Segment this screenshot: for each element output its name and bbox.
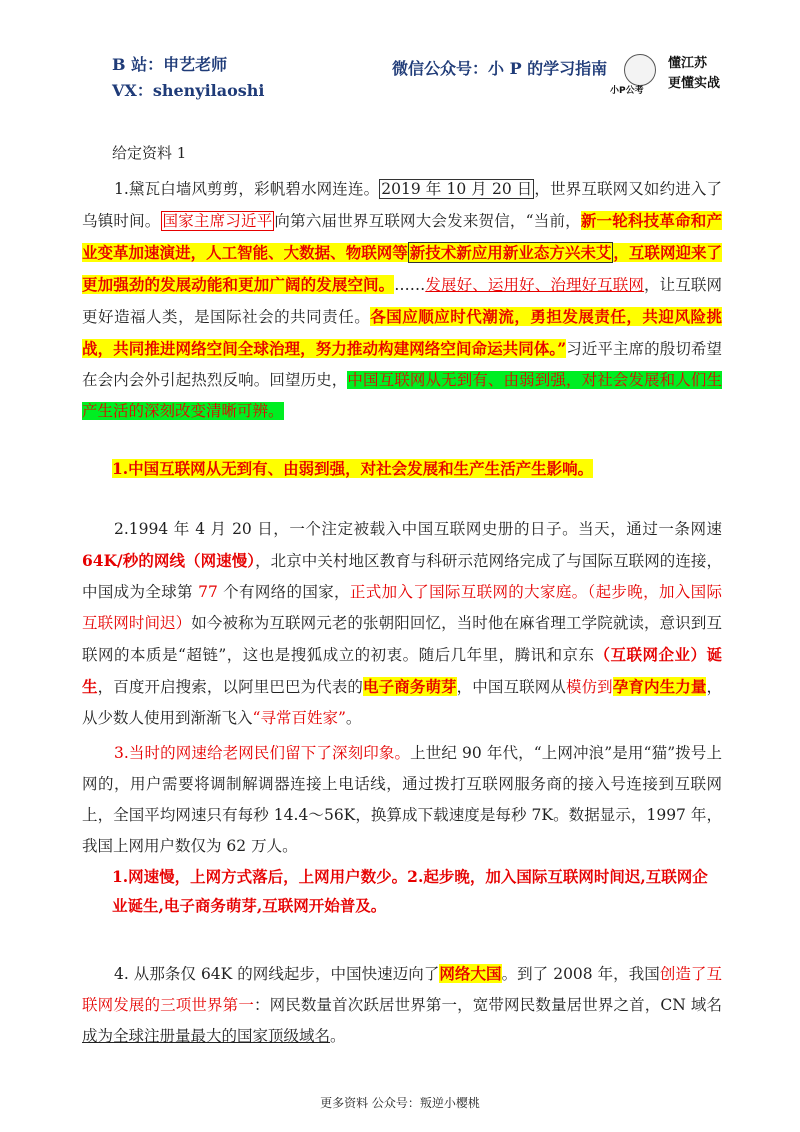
page-footer: 更多资料 公众号：叛逆小樱桃 [320, 1096, 480, 1110]
section-title: 给定资料 1 [112, 144, 187, 162]
wechat-label: 微信公众号：小 P 的学习指南 [392, 59, 608, 78]
paragraph-2: 2.1994 年 4 月 20 日，一个注定被载入中国互联网史册的日子。当天，通过一条网速 64K/秒的网线（网速慢），北京中关村地区教育与科研示范网络完成了与国际互联网的连接，中国成为全球第 77 个有网络的国家，正式加入了国际互联网的大家庭。（起步晚，加入国际互联网时间迟）如今被称为互联网元老的张朝阳回忆，当时他在麻省理工学院就读，意识到互联网的本质是“超链”，这也是搜狐成立的初衷。随后几年里，腾讯和京东（互联网企业）诞生，百度开启搜索，以阿里巴巴为代表的电子商务萌芽，中国互联网从模仿到孕育内生力量，从少数人使用到渐渐飞入“寻常百姓家”。 [82, 520, 722, 727]
header-left [112, 52, 265, 104]
paragraph-1: 1.黛瓦白墙风剪剪，彩帆碧水网连连。 2019 年 10 月 20 日 ，世界互联网又如约进入了乌镇时间。 国家主席习近平 向第六届世界互联网大会发来贺信，“当前，新一轮科技革命和产业变革加速演进，人工智能、大数据、物联网等 新技术新应用新业态方兴未艾 ，互联网迎来了更加强劲的发展动能和更加广阔的发展空间。……发展好、运用好、治理好互联网，让互联网更好造福人类，是国际社会的共同责任。各国应顺应时代潮流，勇担发展责任，共迎风险挑战，共同推进网络空间全球治理，努力推动构建网络空间命运共同体。”习近平主席的殷切希望在会内会外引起热烈反响。回望历史，中国互联网从无到有、由弱到强，对社会发展和人们生产生活的深刻改变清晰可辨。 [82, 180, 722, 420]
vx-label: VX：shenyilaoshi [112, 81, 265, 100]
bilibili-label: B 站：申艺老师 [112, 55, 228, 74]
summary-1: 1.中国互联网从无到有、由弱到强，对社会发展和生产生活产生影响。 [112, 459, 594, 478]
leader-box: 国家主席习近平 [162, 212, 273, 230]
summary-2: 1.网速慢，上网方式落后，上网用户数少。2.起步晚，加入国际互联网时间迟,互联网企业诞生,电子商务萌芽,互联网开始普及。 [112, 867, 708, 915]
date-box: 2019 年 10 月 20 日 [381, 180, 533, 198]
logo-emblem-icon [624, 54, 656, 86]
paragraph-4: 4. 从那条仅 64K 的网线起步，中国快速迈向了网络大国。到了 2008 年，我国创造了互联网发展的三项世界第一：网民数量首次跃居世界第一，宽带网民数量居世界之首，CN 域名成为全球注册量最大的国家顶级域名。 [82, 964, 722, 1045]
paragraph-3: 3.当时的网速给老网民们留下了深刻印象。上世纪 90 年代，“上网冲浪”是用“猫”拨号上网的，用户需要将调制解调器连接上电话线，通过拨打互联网服务商的接入号连接到互联网上，全国平均网速只有每秒 14.4～56K，换算成下载速度是每秒 7K。数据显示，1997 年，我国上网用户数仅为 62 万人。 [82, 744, 722, 855]
logo-tag-1: 懂江苏 [668, 56, 708, 71]
new-tech-box: 新技术新应用新业态方兴未艾 [409, 243, 612, 262]
logo-caption: 小P公考 [610, 86, 644, 96]
brand-logo [606, 46, 726, 100]
logo-tag-2: 更懂实战 [668, 76, 721, 91]
